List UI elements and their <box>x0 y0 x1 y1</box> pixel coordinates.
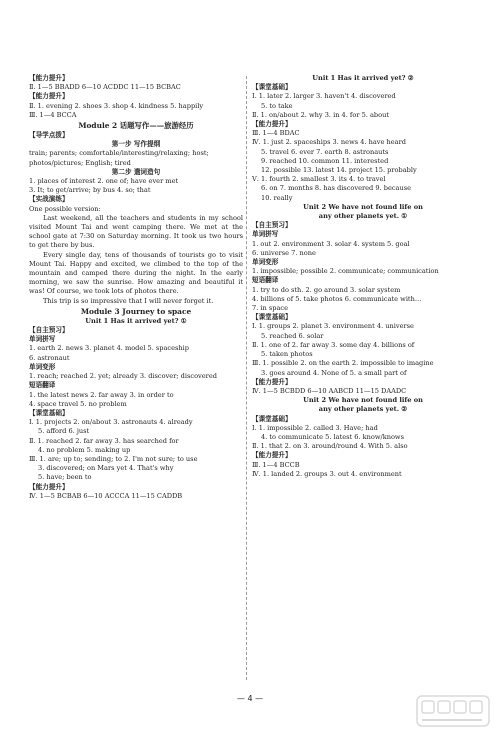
subsection-heading: 单词拼写 <box>29 335 56 344</box>
answer-line: One possible version: <box>29 204 101 213</box>
column-divider <box>246 76 247 680</box>
module-title: Module 3 Journey to space <box>80 306 192 316</box>
answer-line: Ⅳ. 1. landed 2. groups 3. out 4. environment <box>252 469 402 478</box>
answer-line: Ⅰ. 1. impossible 2. called 3. Have; had <box>252 423 378 432</box>
answer-line: 12. possible 13. latest 14. project 15. probably <box>261 166 417 175</box>
answer-line: Ⅴ. 1. fourth 2. smallest 3. its 4. to travel <box>252 175 386 184</box>
subsection-heading: 短语翻译 <box>252 276 279 285</box>
section-heading: 【能力提升】 <box>29 74 69 82</box>
answer-line: Ⅱ. 1. one of 2. far away 3. some day 4. billions of <box>252 340 415 349</box>
unit-title: Unit 1 Has it arrived yet? ② <box>312 74 414 82</box>
answer-line: 3. It; to get/arrive; by bus 4. so; that <box>29 186 151 195</box>
answer-line: 5. taken photos <box>261 350 313 359</box>
unit-title: any other planets yet. ① <box>318 212 408 221</box>
unit-title: any other planets yet. ② <box>318 405 408 414</box>
answer-line: 1. the latest news 2. far away 3. in order to <box>29 390 174 399</box>
answer-line: 6. universe 7. none <box>252 248 316 257</box>
section-heading: 【课堂基础】 <box>252 313 292 322</box>
answer-line: Ⅲ. 1—4 BCCB <box>252 460 300 469</box>
subsection-heading: 单词变形 <box>252 258 279 267</box>
subsection-heading: 单词拼写 <box>252 230 279 239</box>
answer-line: 4. no problem 5. making up <box>38 445 131 454</box>
section-heading: 【课堂基础】 <box>29 408 69 417</box>
answer-line: photos/pictures; English; tired <box>29 158 131 167</box>
answer-line: 9. reached 10. common 11. interested <box>261 156 389 165</box>
answer-line: 1. earth 2. news 3. planet 4. model 5. spaceship <box>29 344 189 353</box>
answer-line: 5. reached 6. solar <box>261 331 324 340</box>
section-heading: 【能力提升】 <box>252 377 292 386</box>
answer-line: Ⅲ. 1—4 BDAC <box>252 129 300 138</box>
answer-line: 6. astronaut <box>29 353 70 362</box>
section-heading: 【自主预习】 <box>29 326 69 335</box>
answer-line: Ⅲ. 1. possible 2. on the earth 2. impossible to imagine <box>252 359 434 368</box>
answer-line: 4. space travel 5. no problem <box>29 399 127 408</box>
answer-line: Ⅳ. 1—5 BCBAB 6—10 ACCCA 11—15 CADDB <box>29 491 183 500</box>
answer-line: 1. reach; reached 2. yet; already 3. discover; discovered <box>29 372 217 381</box>
answer-line: Ⅰ. 1. projects 2. on/about 3. astronauts 4. already <box>29 418 193 427</box>
answer-line: 10. really <box>261 193 293 202</box>
page-number: — 4 — <box>236 694 264 703</box>
answer-line: 4. billions of 5. take photos 6. communicate with… <box>252 294 422 303</box>
module-title: Module 2 话题写作——旅游经历 <box>78 121 194 131</box>
subsection-heading: 单词变形 <box>29 362 56 371</box>
answer-line: 5. have; been to <box>38 473 92 482</box>
unit-title: 第二步 遣词造句 <box>111 167 161 176</box>
answer-line: 1. out 2. environment 3. solar 4. system 5. goal <box>252 239 410 248</box>
answer-line: 1. impossible; possible 2. communicate; communication <box>252 267 439 276</box>
answer-line: 3. discovered; on Mars yet 4. That's why <box>38 464 174 473</box>
answer-line: Ⅱ. 1. on/about 2. why 3. in 4. for 5. about <box>252 110 390 119</box>
section-heading: 【课堂基础】 <box>252 83 292 92</box>
watermark-logo-icon <box>416 695 490 727</box>
section-heading: 【实战演练】 <box>29 195 69 204</box>
unit-title: Unit 2 We have not found life on <box>303 202 423 211</box>
left-column <box>29 74 243 501</box>
unit-title: Unit 1 Has it arrived yet? ① <box>85 316 187 325</box>
section-heading: 【导学点拨】 <box>29 131 69 140</box>
answer-line: 4. to communicate 5. latest 6. know/knows <box>261 432 404 441</box>
unit-title: Unit 2 We have not found life on <box>303 396 423 405</box>
unit-title: 第一步 写作提纲 <box>111 140 161 149</box>
answer-line: 5. afford 6. just <box>38 427 90 436</box>
section-heading: 【能力提升】 <box>252 451 292 460</box>
right-column <box>252 74 474 479</box>
answer-line: 6. on 7. months 8. has discovered 9. because <box>261 184 412 193</box>
section-heading: 【能力提升】 <box>29 482 69 491</box>
answer-line: 5. travel 6. ever 7. earth 8. astronauts <box>261 147 389 156</box>
answer-line: 1. places of interest 2. one of; have ever met <box>29 177 179 186</box>
section-heading: 【课堂基础】 <box>252 414 292 423</box>
section-heading: 【能力提升】 <box>29 92 69 101</box>
answer-line: train; parents; comfortable/interesting/relaxing; host; <box>29 149 209 158</box>
subsection-heading: 短语翻译 <box>29 381 56 390</box>
answer-line: Ⅱ. 1—5 BBADD 6—10 ACDDC 11—15 BCBAC <box>29 83 181 92</box>
answer-line: 3. goes around 4. None of 5. a small part of <box>261 368 407 377</box>
essay-paragraph: Every single day, tens of thousands of tourists go to visit Mount Tai. Happy and excited, we climbed to the top of the mountain and camped there during the night. In the early morning, we saw the sunrise. How amazing and beautiful it was! Of course, we took lots of photos there. <box>29 250 243 296</box>
answer-line: Ⅱ. 1. evening 2. shoes 3. shop 4. kindness 5. happily <box>29 101 204 110</box>
answer-line: Ⅳ. 1. just 2. spaceships 3. news 4. have heard <box>252 138 406 147</box>
answer-line: Ⅳ. 1—5 BCBDD 6—10 AABCD 11—15 DAADC <box>252 386 407 395</box>
answer-line: Ⅱ. 1. that 2. on 3. around/round 4. With 5. also <box>252 442 408 451</box>
answer-line: 7. in space <box>252 304 288 313</box>
section-heading: 【能力提升】 <box>252 120 292 129</box>
answer-line: Ⅰ. 1. later 2. larger 3. haven't 4. discovered <box>252 92 396 101</box>
answer-line: Ⅱ. 1. reached 2. far away 3. has searched for <box>29 436 179 445</box>
essay-paragraph: Last weekend, all the teachers and students in my school visited Mount Tai and went camping there. We met at the school gate at 7:30 on Saturday morning. It took us two hours to get there by bus. <box>29 213 243 250</box>
answer-line: 1. try to do sth. 2. go around 3. solar system <box>252 285 401 294</box>
answer-line: Ⅲ. 1. are; up to; sending; to 2. I'm not sure; to use <box>29 454 198 463</box>
essay-paragraph: This trip is so impressive that I will never forget it. <box>43 296 214 305</box>
answer-line: Ⅲ. 1—4 BCCA <box>29 110 77 119</box>
answer-line: 5. to take <box>261 101 293 110</box>
section-heading: 【自主预习】 <box>252 221 292 230</box>
answer-line: Ⅰ. 1. groups 2. planet 3. environment 4. universe <box>252 322 414 331</box>
